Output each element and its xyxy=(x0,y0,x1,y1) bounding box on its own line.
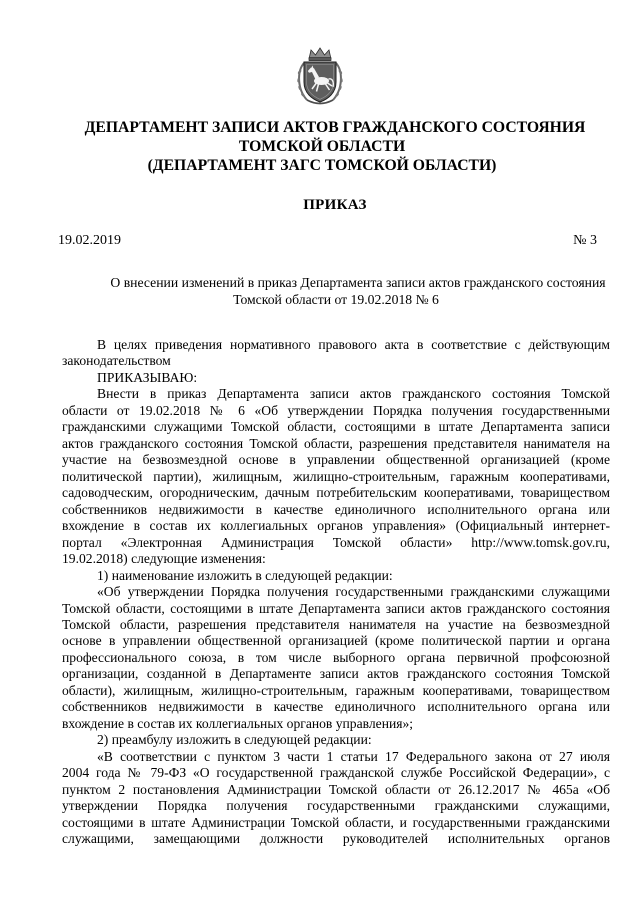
body-line: В целях приведения нормативного правового акта в соответствие с действующим xyxy=(97,337,610,352)
item-2-heading xyxy=(62,732,610,748)
item-1-new-title-paragraph xyxy=(62,584,610,732)
item-1-heading xyxy=(62,568,610,584)
emblem-crown xyxy=(309,48,331,61)
order-title xyxy=(62,275,610,308)
body-line: профессионального союза, в том числе выборного органа первичной профсоюзной xyxy=(62,649,610,665)
body-line: Томской области, состоящими в штате Департамента записи актов гражданского состояния xyxy=(62,600,610,616)
body-line: вхождение в состав их коллегиальных органов управления»; xyxy=(62,715,414,731)
body-line: 2004 года № 79-ФЗ «О государственной гражданской службе Российской Федерации», с xyxy=(62,765,610,781)
body-line: пунктом 2 постановления Администрации Томской области от 26.12.2017 № 465а «Об xyxy=(62,781,610,797)
body-line: собственников недвижимости в качестве единоличного исполнительного органа или xyxy=(62,699,610,715)
body-line: области от 19.02.2018 № 6 «Об утверждении Порядка получения государственными xyxy=(62,402,610,418)
body-line: области), жилищным, жилищно-строительным, гаражным кооперативами, товариществом xyxy=(62,682,610,698)
department-header xyxy=(0,118,640,175)
document-date: 19.02.2019 xyxy=(58,233,121,248)
body-line: состоящими в штате Администрации Томской области, и государственными гражданскими xyxy=(62,814,610,830)
preamble-paragraph xyxy=(62,337,610,370)
body-line: актов гражданского состояния Томской области, разрешения представителя нанимателя на xyxy=(62,435,610,451)
body-line: Внести в приказ Департамента записи актов гражданского состояния Томской xyxy=(97,386,610,402)
coat-of-arms-icon xyxy=(294,45,346,107)
body-line: портал «Электронная Администрация Томской области» http://www.tomsk.gov.ru, xyxy=(62,534,610,550)
title-line: О внесении изменений в приказ Департамента записи актов гражданского состояния xyxy=(110,275,606,290)
body-line: 1) наименование изложить в следующей редакции: xyxy=(97,567,393,583)
body-line: организации, созданной в Департаменте записи актов гражданского состояния Томской xyxy=(62,666,610,682)
title-line: Томской области от 19.02.2018 № 6 xyxy=(233,291,439,307)
amendment-intro-paragraph xyxy=(62,386,610,567)
department-name-line: ДЕПАРТАМЕНТ ЗАПИСИ АКТОВ ГРАЖДАНСКОГО СОСТОЯНИЯ xyxy=(84,119,586,136)
body-line: законодательством xyxy=(62,353,171,369)
department-name-line: ТОМСКОЙ ОБЛАСТИ xyxy=(238,138,406,155)
body-line: садоводческим, огородническим, дачным потребительским кооперативами, товариществом xyxy=(62,485,610,501)
body-line: вхождение в состав их коллегиальных органов управления» (Официальный интернет- xyxy=(62,518,610,534)
document-meta-row xyxy=(58,233,597,249)
body-line: служащими, замещающими должности руководителей исполнительных органов xyxy=(62,831,610,847)
body-line: 19.02.2018) следующие изменения: xyxy=(62,551,266,567)
order-directive xyxy=(62,370,610,386)
body-line: гражданскими служащими Томской области, состоящими в штате Департамента записи xyxy=(62,419,610,435)
body-line: «Об утверждении Порядка получения государственными гражданскими служащими xyxy=(97,584,610,600)
body-line: политической партии), жилищным, жилищно-строительным, гаражным кооперативами, xyxy=(62,468,610,484)
document-type-heading: ПРИКАЗ xyxy=(303,197,367,213)
body-line: Томской области, разрешения представителя нанимателя на участие на безвозмездной xyxy=(62,616,610,632)
department-short-name-line: (ДЕПАРТАМЕНТ ЗАГС ТОМСКОЙ ОБЛАСТИ) xyxy=(147,157,497,174)
body-line: утверждении Порядка получения государственными гражданскими служащими, xyxy=(62,798,610,814)
body-line: собственников недвижимости в качестве единоличного исполнительного органа или xyxy=(62,501,610,517)
body-line: «В соответствии с пунктом 3 части 1 статьи 17 Федерального закона от 27 июля xyxy=(97,748,610,764)
body-line: ПРИКАЗЫВАЮ: xyxy=(97,369,198,385)
item-2-new-preamble-paragraph xyxy=(62,749,610,848)
document-number: № 3 xyxy=(573,233,597,248)
document-body xyxy=(62,337,610,848)
body-line: основе в управлении общественной организацией (кроме политической партии и органа xyxy=(62,633,610,649)
body-line: участие на безвозмездной основе в управлении общественной организацией (кроме xyxy=(62,452,610,468)
body-line: 2) преамбулу изложить в следующей редакции: xyxy=(97,732,372,748)
